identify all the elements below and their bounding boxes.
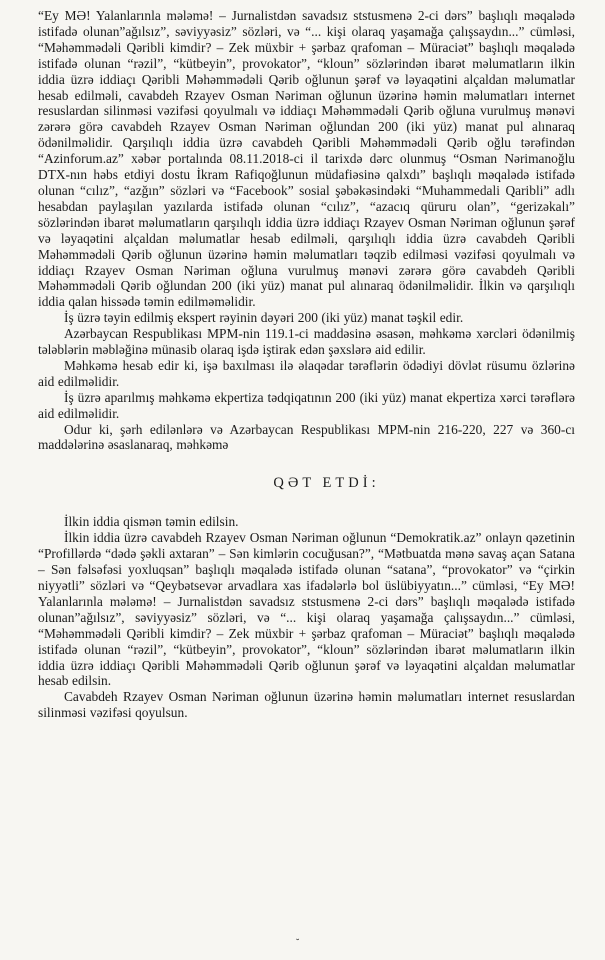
decision-heading: QƏT ETDİ: [273,475,380,492]
paragraph-decision-details: İlkin iddia üzrə cavabdeh Rzayev Osman Nəriman oğlunun “Demokratik.az” onlayn qəzetinin “Profillərdə “dədə şəkli axtaran” – Sən kimlərin cocuğusan?”, “Mətbuatda mənə savaş açan Satana – Sən fəlsəfəsi yoxluqsan” başlıqlı məqalədə istifadə olunan “satana”, “provokator” və “çirkin niyyətli” sözləri və “Qeybətsevər arvadlara xas ifadələrlə bol üslübiyyatın...” cümləsi, “Ey MƏ! Yalanlarınla mələmə! – Jurnalistdən savadsız ststusmenə 2-ci dərs” başlıqlı məqalədə istifadə olunan”ağılsız”, səviyyəsiz” sözləri, və “... kişi olaraq yaşamağa çalışsaydın...” cümləsi, “Məhəmmədəli Qəribli kimdir? – Zek müxbir + şərbaz qrafoman – Müraciət” başlıqlı məqalədə istifadə olunan “rəzil”, “kütbeyin”, provokator”, “kloun” sözlərindən ibarət məlumatların ilkin iddia üzrə iddiaçı Qəribli Məhəmmədəli Qərib oğlunun şərəf və ləyaqətini alçaldan məlumatlar hesab edilsin. [38,530,575,689]
paragraph-expert-fee: İş üzrə təyin edilmiş ekspert rəyinin dəyəri 200 (iki yüz) manat təşkil edir. [64,310,464,326]
paragraph-claims-summary: “Ey MƏ! Yalanlarınla mələmə! – Jurnalistdən savadsız ststusmenə 2-ci dərs” başlıqlı məqalədə istifadə olunan”ağılsız”, səviyyəsiz” sözləri, və “... kişi olaraq yaşamağa çalışsaydın...” cümləsi, “Məhəmmədəli Qəribli kimdir? – Zek müxbir + şərbaz qrafoman – Müraciət” başlıqlı məqalədə istifadə olunan “rəzil”, “kütbeyin”, provokator”, “kloun” sözlərindən ibarət məlumatların ilkin iddia üzrə iddiaçı Qəribli Məhəmmədəli Qərib oğlunun şərəf və ləyaqətini alçaldan məlumatlar hesab edilməli, cavabdeh Rzayev Osman Nəriman oğlunun üzərinə həmin məlumatları internet resuslardan silinməsi vəzifəsi qoyulmalı və iddiaçı Məhəmmədəli Qərib oğluna vurulmuş mənəvi zərərə görə cavabdeh Rzayev Osman Nəriman oğlundan 200 (iki yüz) manat pul alınaraq ödənilməlidir. Qarşılıqlı iddia üzrə cavabdeh Qəribli Məhəmmədəli Qərib oğlu tərəfindən “Azinforum.az” xəbər portalında 08.11.2018-ci il tarixdə dərc olunmuş “Osman Nərimanoğlu DTX-nın həbs etdiyi dostu İkram Rafiqoğlunun müdafiəsinə qalxdı” başlıqlı məqalədə istifadə olunan “cılız”, “azğın” sözləri və “Facebook” sosial şəbəkəsindəki “Muhammedali Qaribli” adlı hesabdan paylaşılan yazılarda istifadə olunan “cılız”, “azacıq qüruru olan”, “gerizəkalı” sözlərindən ibarət məlumatların qarşılıqlı iddia üzrə iddiaçı Rzayev Osman Nəriman oğlunun şərəf və ləyaqətini alçaldan məlumatlar hesab edilməli, qarşılıqlı iddia üzrə cavabdeh Qəribli Məhəmmədəli Qərib oğlunun üzərinə həmin məlumatları təqzib edilməsi vəzifəsi qoyulmalı və iddiaçı Rzayev Osman Nəriman oğluna vurulmuş mənəvi zərərə görə cavabdeh Qəribli Məhəmmədəli Qərib oğlundan 200 (iki yüz) manat pul alınaraq ödənilməlidir. İlkin və qarşılıqlı iddia qalan hissədə təmin edilməməlidir. [38,8,575,310]
paragraph-court-costs: Azərbaycan Respublikası MPM-nin 119.1-ci maddəsinə əsasən, məhkəmə xərcləri ödənilmiş tələblərin məbləğinə münasib olaraq işdə iştirak edən şəxslərə aid edilir. [38,326,575,358]
scan-mark: ˘ [296,938,300,949]
paragraph-legal-basis: Odur ki, şərh edilənlərə və Azərbaycan Respublikası MPM-nin 216-220, 227 və 360-cı maddələrinə əsaslanaraq, məhkəmə [38,421,575,453]
paragraph-expertise-cost: İş üzrə aparılmış məhkəmə ekpertiza tədqiqatının 200 (iki yüz) manat ekpertiza xərci tərəflərə aid edilməlidir. [38,389,575,421]
paragraph-removal-obligation: Cavabdeh Rzayev Osman Nəriman oğlunun üzərinə həmin məlumatları internet resuslardan silinməsi vəzifəsi qoyulsun. [38,689,575,721]
paragraph-state-duty: Məhkəmə hesab edir ki, işə baxılması ilə əlaqədar tərəflərin ödədiyi dövlət rüsumu özlərinə aid edilməlidir. [38,357,575,389]
paragraph-partial-satisfaction: İlkin iddia qismən təmin edilsin. [64,514,239,530]
